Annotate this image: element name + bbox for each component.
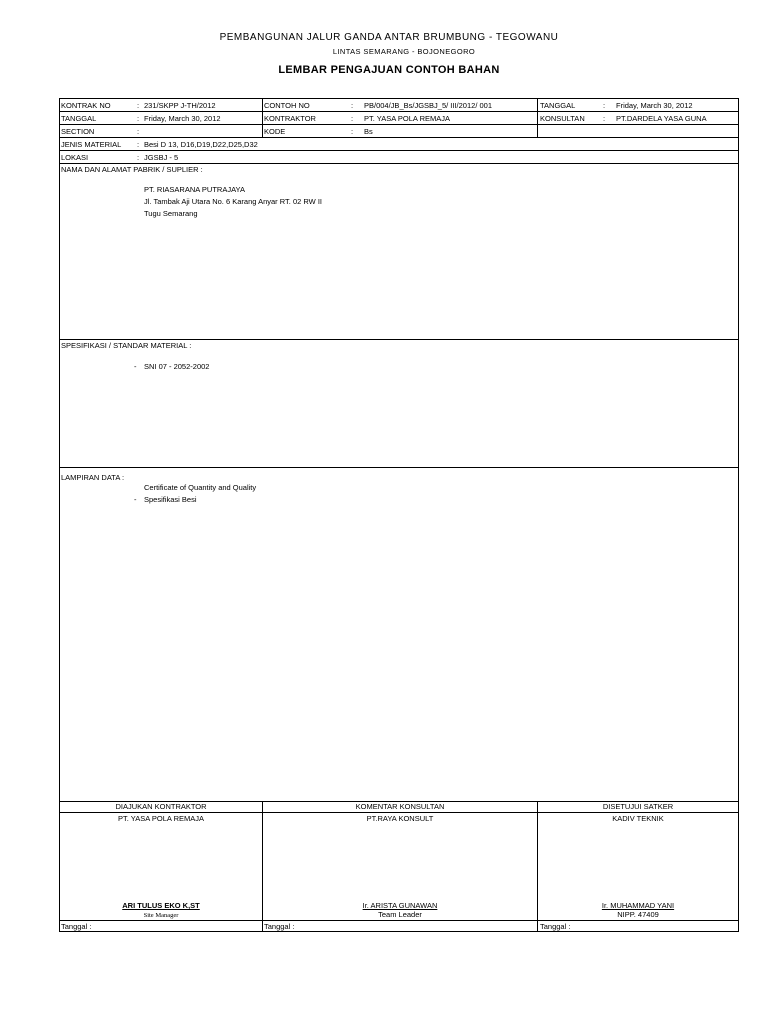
row-divider [59,920,738,921]
konsultan-value: PT.DARDELA YASA GUNA [616,114,707,123]
contoh-no-value: PB/004/JB_Bs/JGSBJ_5/ III/2012/ 001 [364,101,492,110]
row-divider [59,163,738,164]
colon: : [603,114,606,123]
row-divider [59,812,738,813]
consultant-signatory-name: Ir. ARISTA GUNAWAN [362,901,438,910]
spec-heading: SPESIFIKASI / STANDAR MATERIAL : [61,341,192,350]
table-border-bottom [59,931,738,932]
colon: : [603,101,606,110]
contractor-company: PT. YASA POLA REMAJA [117,814,204,823]
colon: : [137,153,140,162]
contoh-no-label: CONTOH NO [264,101,310,110]
consultant-signatory-role: Team Leader [378,910,422,919]
section-divider [59,467,738,468]
colon: : [137,127,140,136]
supplier-name: PT. RIASARANA PUTRAJAYA [144,185,245,194]
row-divider [59,111,738,112]
satker-signatory-nipp: NIPP. 47409 [617,910,659,919]
jenis-material-value: Besi D 13, D16,D19,D22,D25,D32 [144,140,258,149]
satker-date-label: Tanggal : [540,922,571,931]
table-border-right [738,98,739,932]
lokasi-label: LOKASI [61,153,89,162]
konsultan-label: KONSULTAN [540,114,585,123]
column-divider [537,98,538,138]
kontraktor-value: PT. YASA POLA REMAJA [364,114,451,123]
tanggal-label: TANGGAL [540,101,576,110]
row-divider [59,150,738,151]
supplier-address-line1: Jl. Tambak Aji Utara No. 6 Karang Anyar RT. 02 RW II [144,197,322,206]
consultant-date-label: Tanggal : [264,922,295,931]
contractor-signatory-role: Site Manager [143,912,179,919]
colon: : [351,127,354,136]
section-divider [59,339,738,340]
project-title: PEMBANGUNAN JALUR GANDA ANTAR BRUMBUNG - TEGOWANU [219,32,559,43]
spec-item: SNI 07 - 2052-2002 [144,362,210,371]
spec-bullet: - [134,362,137,371]
tanggal2-value: Friday, March 30, 2012 [144,114,221,123]
kode-label: KODE [264,127,286,136]
tanggal2-label: TANGGAL [61,114,97,123]
jenis-material-label: JENIS MATERIAL [61,140,122,149]
lokasi-value: JGSBJ - 5 [144,153,179,162]
row-divider [59,124,738,125]
colon: : [137,114,140,123]
kontrak-no-value: 231/SKPP J-TH/2012 [144,101,216,110]
colon: : [137,101,140,110]
colon: : [137,140,140,149]
kontraktor-label: KONTRAKTOR [264,114,316,123]
attachment-item-1: Certificate of Quantity and Quality [144,483,257,492]
column-divider [262,98,263,138]
contractor-signatory-name: ARI TULUS EKO K,ST [122,901,200,910]
kode-value: Bs [364,127,373,136]
approved-by-title: DISETUJUI SATKER [602,802,674,811]
consultant-company: PT.RAYA KONSULT [366,814,434,823]
consultant-comment-title: KOMENTAR KONSULTAN [355,802,445,811]
contractor-date-label: Tanggal : [61,922,92,931]
satker-division: KADIV TEKNIK [612,814,664,823]
colon: : [351,114,354,123]
kontrak-no-label: KONTRAK NO [61,101,111,110]
attachments-heading: LAMPIRAN DATA : [61,473,125,482]
satker-signatory-name: Ir. MUHAMMAD YANI [601,901,675,910]
colon: : [351,101,354,110]
submitted-by-title: DIAJUKAN KONTRAKTOR [115,802,207,811]
supplier-address-line2: Tugu Semarang [144,209,198,218]
attachment-bullet: - [134,495,137,504]
section-label: SECTION [61,127,95,136]
form-title: LEMBAR PENGAJUAN CONTOH BAHAN [278,64,500,76]
table-border-top [59,98,738,99]
attachment-item-2: Spesifikasi Besi [144,495,197,504]
supplier-heading: NAMA DAN ALAMAT PABRIK / SUPLIER : [61,165,203,174]
route-subtitle: LINTAS SEMARANG - BOJONEGORO [332,47,476,56]
tanggal-value: Friday, March 30, 2012 [616,101,693,110]
row-divider [59,137,738,138]
